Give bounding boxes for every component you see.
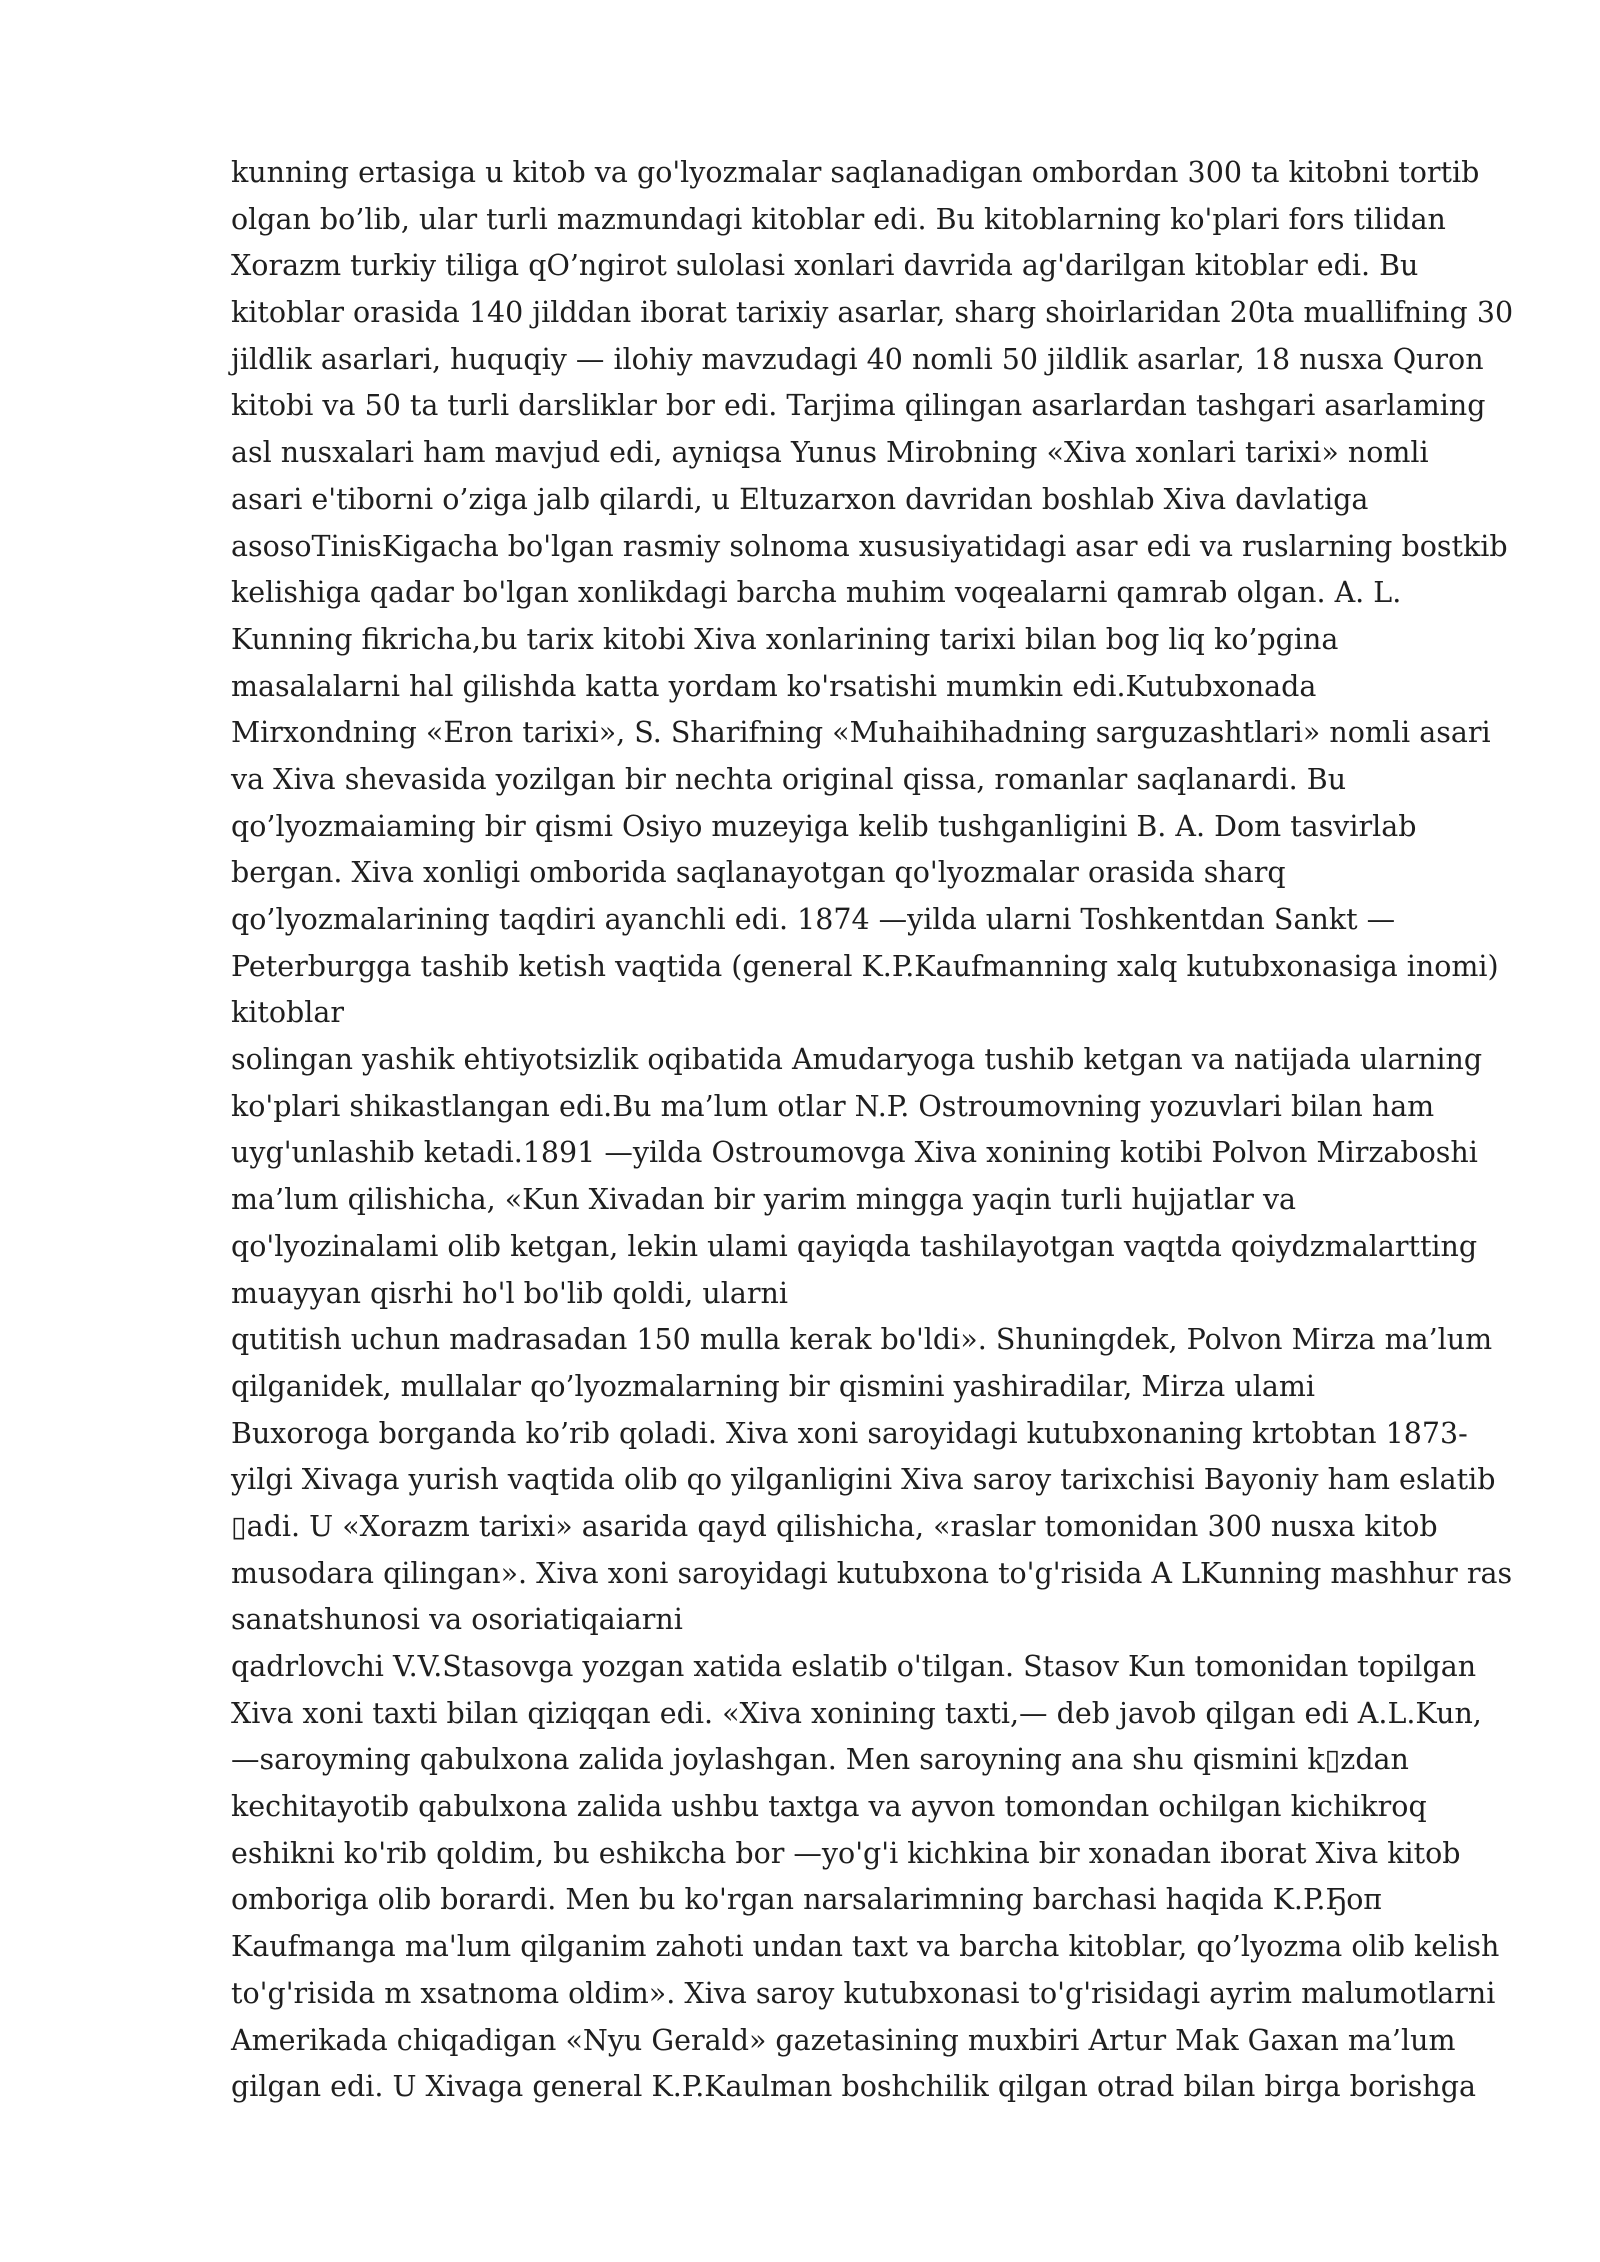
text-line: Xorazm turkiy tiliga qO’ngirot sulolasi xonlari davrida ag'darilgan kitoblar edi. Bu (231, 249, 1419, 283)
text-line: eshikni ko'rib qoldim, bu eshikcha bor —yo'g'i kichkina bir xonadan iborat Xiva kitob (231, 1836, 1461, 1870)
text-line: Buxoroga borganda ko’rib qoladi. Xiva xoni saroyidagi kutubxonaning krtobtan 1873- (231, 1416, 1468, 1450)
text-line: solingan yashik ehtiyotsizlik oqibatida Amudaryoga tushib ketgan va natijada ularning (231, 1043, 1483, 1077)
text-line: qutitish uchun madrasadan 150 mulla kerak bo'ldi». Shuningdek, Polvon Mirza ma’lum (231, 1323, 1493, 1357)
text-line: Amerikada chiqadigan «Nyu Gerald» gazetasining muxbiri Artur Mak Gaxan ma’lum (231, 2023, 1456, 2057)
text-line: qo'lyozinalami olib ketgan, lekin ulami qayiqda tashilayotgan vaqtda qoiydzmalartting (231, 1229, 1478, 1263)
text-line: qilganidek, mullalar qo’lyozmalarning bir qismini yashiradilar, Mirza ulami (231, 1369, 1315, 1403)
text-line: masalalarni hal gilishda katta yordam ko'rsatishi mumkin edi.Kutubxonada (231, 669, 1317, 703)
text-line: bergan. Xiva xonligi omborida saqlanayotgan qo'lyozmalar orasida sharq (231, 856, 1286, 890)
text-line: qo’lyozmaiaming bir qismi Osiyo muzeyiga kelib tushganligini B. A. Dom tasvirlab (231, 809, 1417, 843)
text-line: —saroyming qabulxona zalida joylashgan. Men saroyning ana shu qismini k▯zdan (231, 1743, 1409, 1777)
text-line: asari e'tiborni o’ziga jalb qilardi, u Eltuzarxon davridan boshlab Xiva davlatiga (231, 482, 1369, 516)
text-line: Peterburgga tashib ketish vaqtida (general K.P.Kaufmanning xalq kutubxonasiga inomi) (231, 949, 1499, 983)
text-line: omboriga olib borardi. Men bu ko'rgan narsalarimning barchasi haqida K.P.Ҕoп (231, 1883, 1383, 1917)
text-line: to'g'risida m xsatnoma oldim». Xiva saroy kutubxonasi to'g'risidagi ayrim malumotlarni (231, 1976, 1496, 2010)
text-line: asosoTinisKigacha bo'lgan rasmiy solnoma xususiyatidagi asar edi va ruslarning bostkib (231, 529, 1508, 563)
text-line: sanatshunosi va osoriatiqaiarni (231, 1603, 683, 1637)
text-line: kitoblar (231, 996, 344, 1030)
text-line: kunning ertasiga u kitob va go'lyozmalar saqlanadigan ombordan 300 ta kitobni tortib (231, 156, 1480, 189)
text-line: asl nusxalari ham mavjud edi, ayniqsa Yunus Mirobning «Xiva xonlari tarixi» nomli (231, 436, 1429, 470)
text-line: muayyan qisrhi ho'l bo'lib qoldi, ularni (231, 1276, 788, 1310)
text-line: uyg'unlashib ketadi.1891 —yilda Ostroumovga Xiva xonining kotibi Polvon Mirzaboshi (231, 1136, 1478, 1170)
text-line: olgan bo’lib, ular turli mazmundagi kitoblar edi. Bu kitoblarning ko'plari fors tilidan (231, 202, 1446, 236)
text-line: jildlik asarlari, huquqiy — ilohiy mavzudagi 40 nomli 50 jildlik asarlar, 18 nusxa Quron (231, 342, 1484, 376)
body-text (231, 150, 1531, 2111)
text-line: Kunning fikricha,bu tarix kitobi Xiva xonlarining tarixi bilan bog liq ko’pgina (231, 622, 1339, 656)
text-line: gilgan edi. U Xivaga general K.P.Kaulman boshchilik qilgan otrad bilan birga borishga (231, 2070, 1476, 2104)
text-line: ko'plari shikastlangan edi.Bu ma’lum otlar N.P. Ostroumovning yozuvlari bilan ham (231, 1089, 1435, 1123)
text-line: kelishiga qadar bo'lgan xonlikdagi barcha muhim voqealarni qamrab olgan. A. L. (231, 576, 1402, 610)
text-line: Mirxondning «Eron tarixi», S. Sharifning «Muhaihihadning sarguzashtlari» nomli asari (231, 716, 1491, 750)
text-line: ma’lum qilishicha, «Kun Xivadan bir yarim mingga yaqin turli hujjatlar va (231, 1183, 1297, 1217)
text-line: kitobi va 50 ta turli darsliklar bor edi. Tarjima qilingan asarlardan tashgari asarlaming (231, 389, 1486, 423)
text-line: qadrlovchi V.V.Stasovga yozgan xatida eslatib o'tilgan. Stasov Kun tomonidan topilgan (231, 1650, 1477, 1683)
text-line: musodara qilingan». Xiva xoni saroyidagi kutubxona to'g'risida A LKunning mashhur ras (231, 1556, 1513, 1590)
text-line: ▯adi. U «Xorazm tarixi» asarida qayd qilishicha, «raslar tomonidan 300 nusxa kitob (231, 1509, 1438, 1543)
text-line: va Xiva shevasida yozilgan bir nechta original qissa, romanlar saqlanardi. Bu (231, 762, 1347, 796)
text-line: Xiva xoni taxti bilan qiziqqan edi. «Xiva xonining taxti,— deb javob qilgan edi A.L.Kun, (231, 1696, 1482, 1730)
text-line: kitoblar orasida 140 jilddan iborat tarixiy asarlar, sharg shoirlaridan 20ta muallifning 30 (231, 296, 1514, 330)
text-line: qo’lyozmalarining taqdiri ayanchli edi. 1874 —yilda ularni Toshkentdan Sankt — (231, 903, 1396, 936)
text-line: Kaufmanga ma'lum qilganim zahoti undan taxt va barcha kitoblar, qo’lyozma olib kelish (231, 1930, 1500, 1964)
text-line: yilgi Xivaga yurish vaqtida olib qo yilganligini Xiva saroy tarixchisi Bayoniy ham eslatib (231, 1463, 1496, 1497)
text-line: kechitayotib qabulxona zalida ushbu taxtga va ayvon tomondan ochilgan kichikroq (231, 1790, 1427, 1824)
